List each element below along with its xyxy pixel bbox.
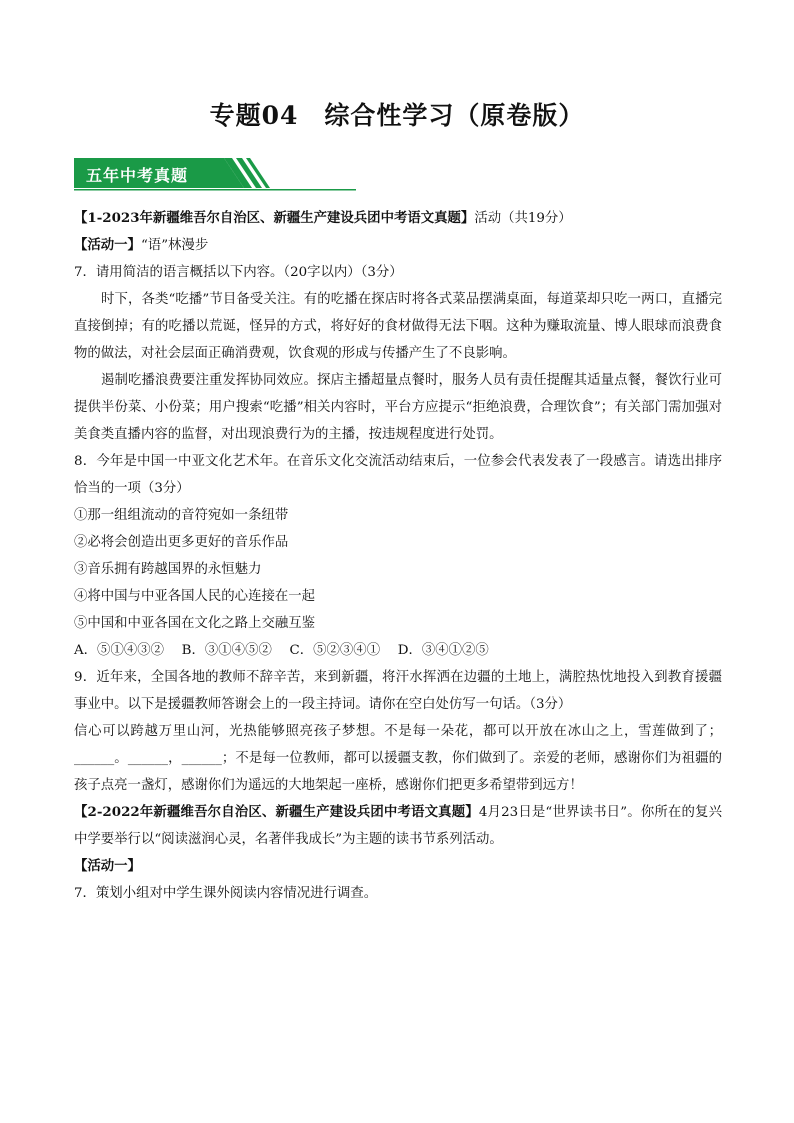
- question-source-2023: [74, 205, 722, 232]
- activity-label: 【活动一】: [74, 237, 141, 253]
- source-label: 【2-2022年新疆维吾尔自治区、新疆生产建设兵团中考语文真题】: [74, 804, 479, 820]
- question-7-paragraph-1: 时下，各类“吃播”节目备受关注。有的吃播在探店时将各式菜品摆满桌面，每道菜却只吃一两口，直播完直接倒掉；有的吃播以荒诞，怪异的方式，将好好的食材做得无法下咽。这种为赚取流量、博人眼球而浪费食物的做法，对社会层面正确消费观，饮食观的形成与传播产生了不良影响。: [74, 292, 722, 361]
- question-9-body: 信心可以跨越万里山河，光热能够照亮孩子梦想。不是每一朵花，都可以开放在冰山之上，雪莲做到了；______。______，______；不是每一位教师，都可以援疆支教，你们做到了。亲爱的老师，感谢你们为祖疆的孩子点亮一盏灯，感谢你们为遥远的大地架起一座桥，感谢你们把更多希望带到远方！: [74, 724, 722, 793]
- source-label: 【1-2023年新疆维吾尔自治区、新疆生产建设兵团中考语文真题】: [74, 210, 475, 226]
- question-7-paragraph-2: 遏制吃播浪费要注重发挥协同效应。探店主播超量点餐时，服务人员有责任提醒其适量点餐，餐饮行业可提供半份菜、小份菜；用户搜索“吃播”相关内容时，平台方应提示“拒绝浪费，合理饮食”；有关部门需加强对美食类直播内容的监督，对出现浪费行为的主播，按违规程度进行处罚。: [74, 373, 722, 442]
- banner-label: 五年中考真题: [86, 166, 189, 185]
- question-source-2022: [74, 799, 722, 853]
- question-8-options: A．⑤①④③② B．③①④⑤② C．⑤②③④① D．③④①②⑤: [74, 643, 489, 658]
- question-8-item: ②必将会创造出更多更好的音乐作品: [74, 535, 289, 550]
- exam-content: [74, 205, 722, 907]
- question-8-item: ③音乐拥有跨越国界的永恒魅力: [74, 562, 262, 577]
- section-banner: [74, 158, 356, 192]
- page-title: 专题04 综合性学习（原卷版）: [209, 101, 585, 130]
- question-8-item: ①那一组组流动的音符宛如一条纽带: [74, 508, 289, 523]
- activity-heading-2: 【活动一】: [74, 858, 141, 874]
- activity-heading: [74, 232, 722, 259]
- question-9-stem: 9．近年来，全国各地的教师不辞辛苦，来到新疆，将汗水挥洒在边疆的土地上，满腔热忱地投入到教育援疆事业中。以下是援疆教师答谢会上的一段主持词。请你在空白处仿写一句话。（3分）: [74, 670, 722, 712]
- activity-name: “语”林漫步: [140, 238, 209, 253]
- question-7b-stem: 7．策划小组对中学生课外阅读内容情况进行调查。: [74, 886, 378, 901]
- question-8-item: ④将中国与中亚各国人民的心连接在一起: [74, 589, 316, 604]
- source-rest: 4月23日是“世界读书日”。你所在的复兴中学要举行以“阅读滋润心灵，名著伴我成长”为主题的读书节系列活动。: [74, 805, 722, 847]
- question-7-stem: 7．请用简洁的语言概括以下内容。（20字以内）（3分）: [74, 265, 403, 280]
- question-8-item: ⑤中国和中亚各国在文化之路上交融互鉴: [74, 616, 316, 631]
- source-rest: 活动（共19分）: [474, 211, 572, 226]
- question-8-stem: 8．今年是中国一中亚文化艺术年。在音乐文化交流活动结束后，一位参会代表发表了一段感言。请选出排序恰当的一项（3分）: [74, 454, 722, 496]
